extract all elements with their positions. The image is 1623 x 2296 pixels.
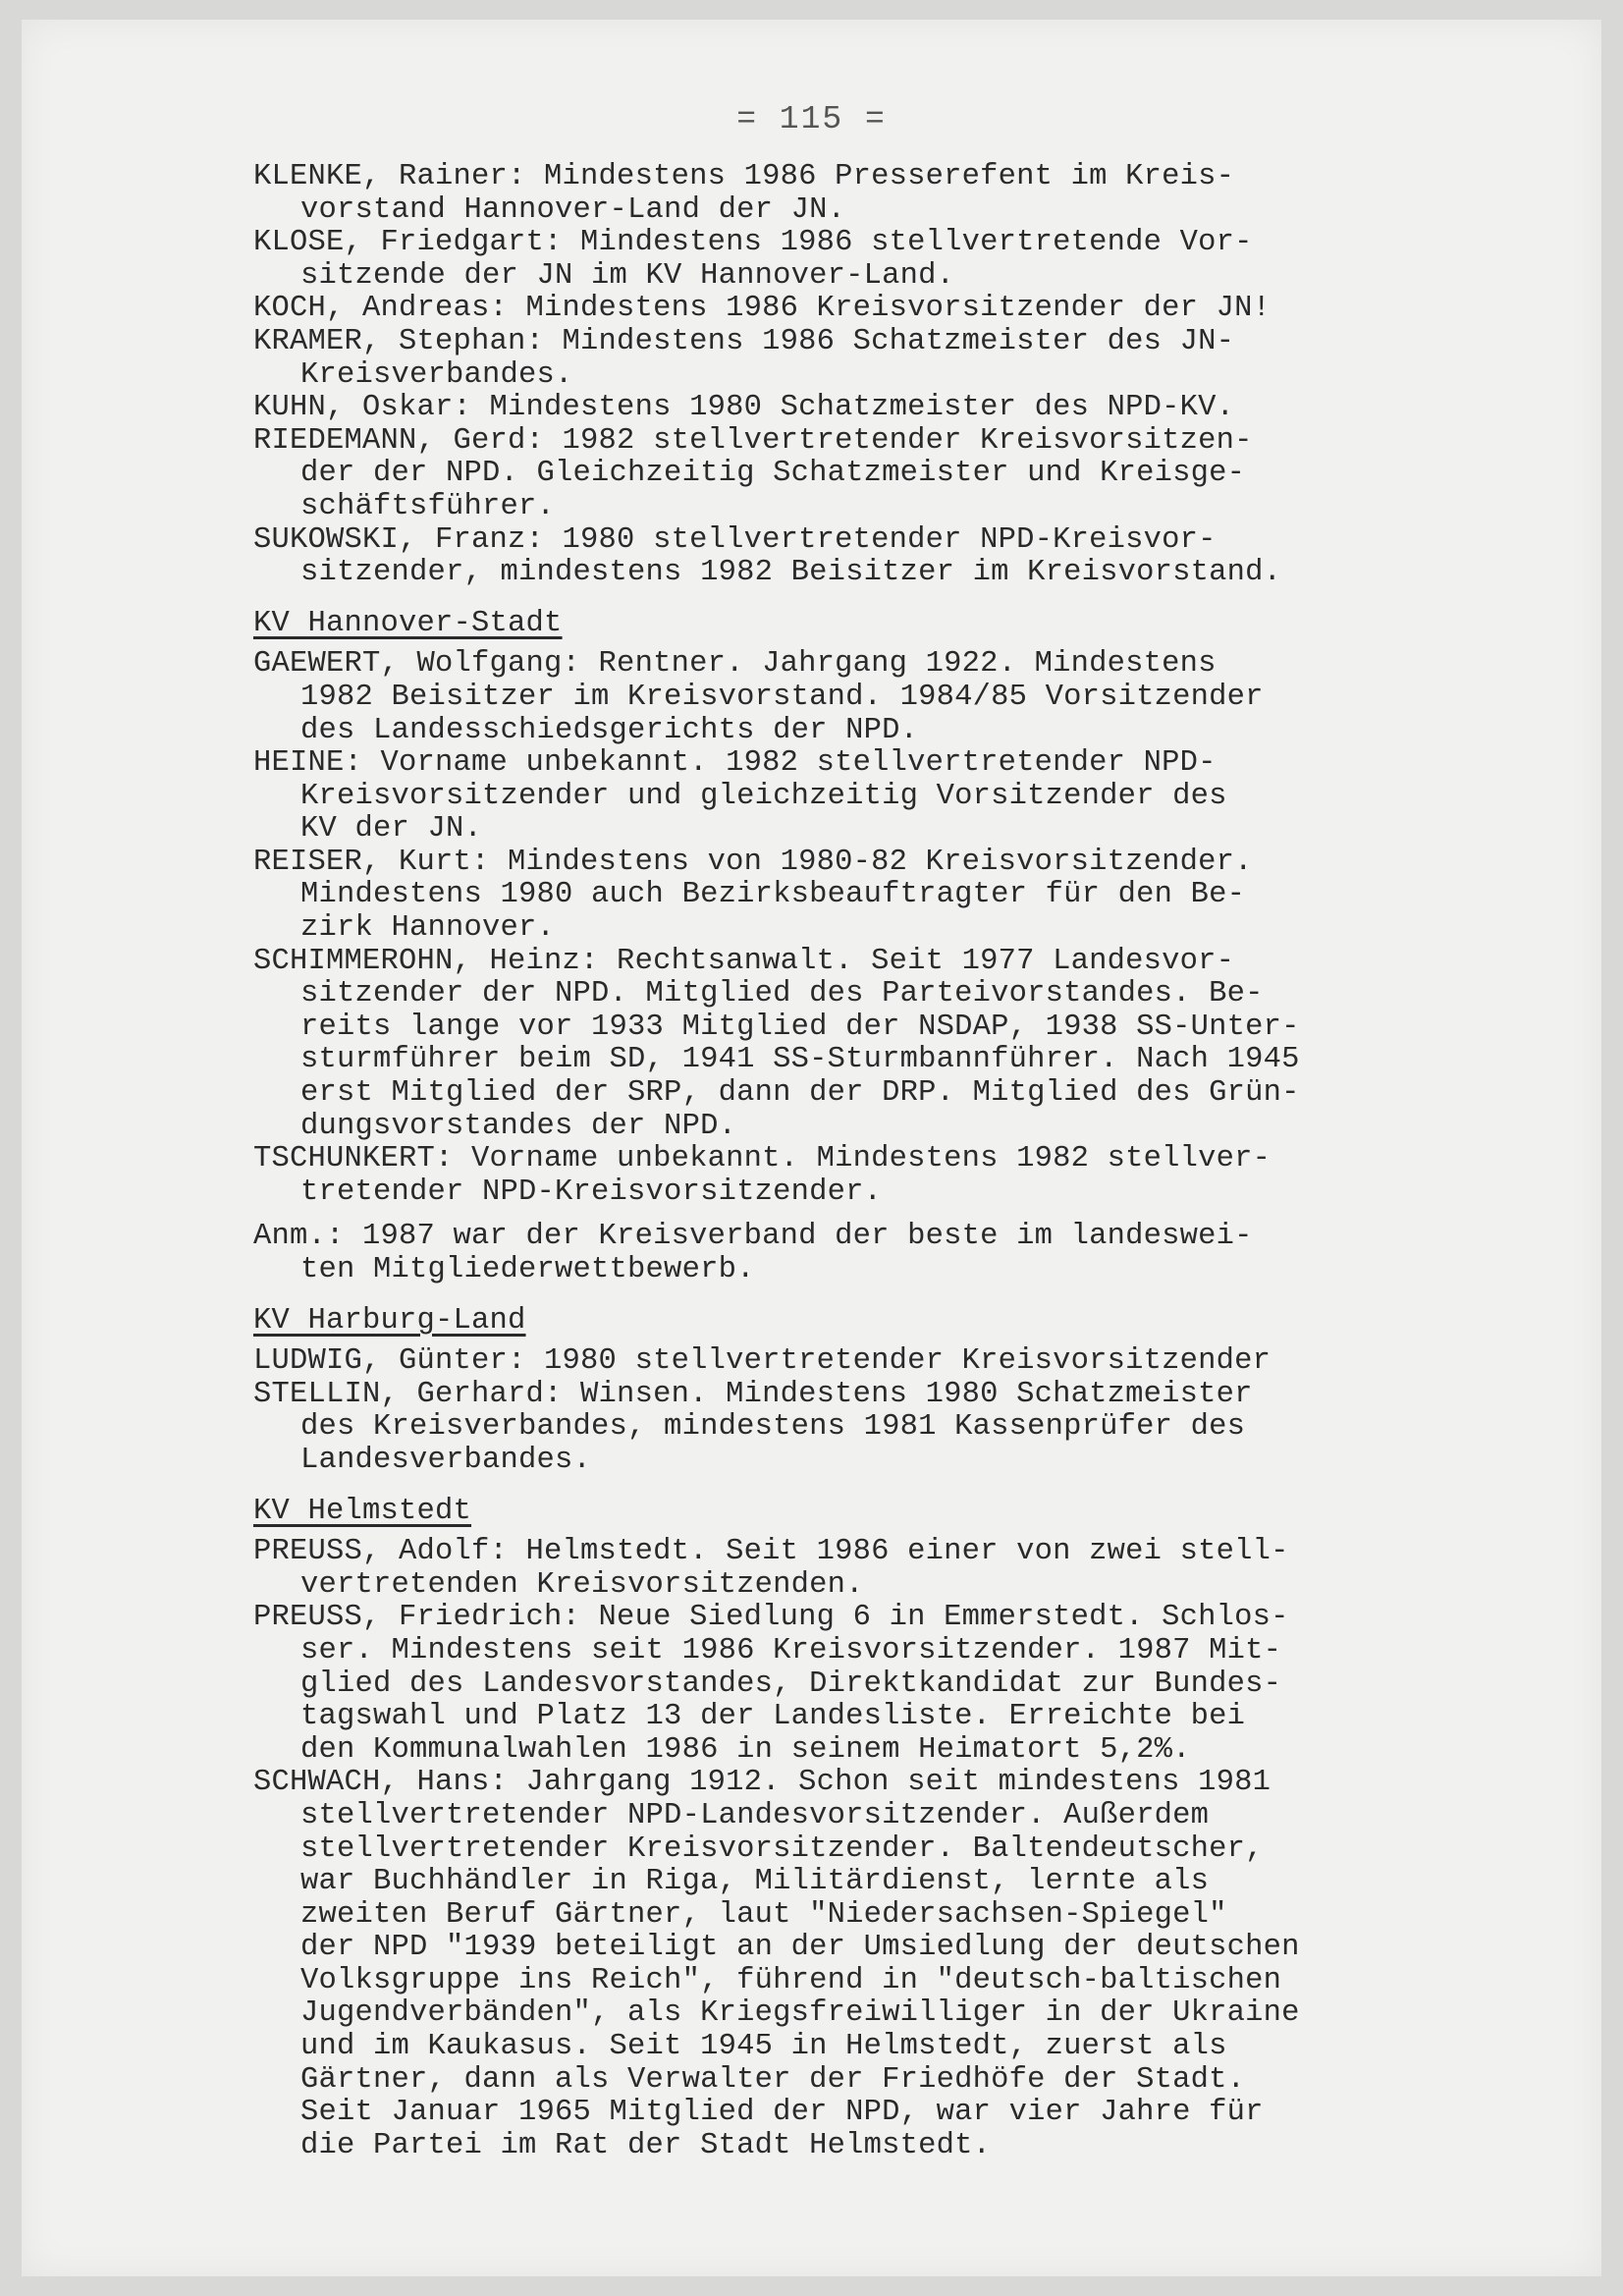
person-entry: [253, 747, 1441, 847]
entry-line: stellvertretender Kreisvorsitzender. Baltendeutscher,: [300, 1831, 1264, 1866]
entry-line: PREUSS, Friedrich: Neue Siedlung 6 in Emmerstedt. Schlos-: [253, 1601, 1289, 1635]
person-entry: [253, 524, 1441, 590]
entry-line: KLENKE, Rainer: Mindestens 1986 Presserefent im Kreis-: [253, 160, 1235, 193]
entry-line: der NPD "1939 beteiligt an der Umsiedlung der deutschen: [300, 1931, 1300, 1965]
person-entry: [253, 425, 1441, 524]
entry-line: sitzende der JN im KV Hannover-Land.: [300, 258, 955, 293]
entry-line: die Partei im Rat der Stadt Helmstedt.: [300, 2128, 992, 2162]
entry-line: der der NPD. Gleichzeitig Schatzmeister und Kreisge-: [300, 457, 1246, 491]
page-number: = 115 =: [736, 101, 887, 137]
person-entry: [253, 326, 1441, 392]
entry-line: erst Mitglied der SRP, dann der DRP. Mitglied des Grün-: [300, 1076, 1300, 1111]
entry-line: Volksgruppe ins Reich", führend in "deutsch-baltischen: [300, 1963, 1282, 1997]
entry-line: KRAMER, Stephan: Mindestens 1986 Schatzmeister des JN-: [253, 324, 1235, 358]
entry-line: sitzender der NPD. Mitglied des Parteivorstandes. Be-: [300, 977, 1264, 1011]
entry-line: KLOSE, Friedgart: Mindestens 1986 stellvertretende Vor-: [253, 226, 1253, 260]
section-hannover-land: [253, 161, 1441, 590]
entry-line: des Kreisverbandes, mindestens 1981 Kassenprüfer des: [300, 1410, 1246, 1445]
section-heading-helmstedt: KV Helmstedt: [253, 1494, 472, 1528]
entry-line: KUHN, Oskar: Mindestens 1980 Schatzmeister des NPD-KV.: [253, 391, 1235, 425]
document-body: [253, 161, 1441, 2162]
entry-line: tagswahl und Platz 13 der Landesliste. Erreichte bei: [300, 1700, 1246, 1734]
section-hannover-stadt: [253, 648, 1441, 1209]
section-heading-harburg-land: KV Harburg-Land: [253, 1303, 526, 1338]
entry-line: stellvertretender NPD-Landesvorsitzender. Außerdem: [300, 1798, 1210, 1832]
entry-line: KV der JN.: [300, 812, 483, 847]
entry-line: Gärtner, dann als Verwalter der Friedhöfe der Stadt.: [300, 2062, 1246, 2097]
entry-line: schäftsführer.: [300, 489, 556, 523]
entry-line: Seit Januar 1965 Mitglied der NPD, war vier Jahre für: [300, 2096, 1264, 2130]
person-entry: [253, 1379, 1441, 1478]
entry-line: Jugendverbänden", als Kriegsfreiwilliger in der Ukraine: [300, 1996, 1300, 2031]
person-entry: [253, 392, 1441, 425]
person-entry: [253, 1345, 1441, 1379]
entry-line: HEINE: Vorname unbekannt. 1982 stellvertretender NPD-: [253, 746, 1217, 781]
entry-line: TSCHUNKERT: Vorname unbekannt. Mindestens 1982 stellver-: [253, 1142, 1271, 1176]
entry-line: zirk Hannover.: [300, 911, 556, 946]
entry-line: und im Kaukasus. Seit 1945 in Helmstedt, zuerst als: [300, 2030, 1227, 2064]
entry-line: ser. Mindestens seit 1986 Kreisvorsitzender. 1987 Mit-: [300, 1633, 1282, 1667]
entry-line: SUKOWSKI, Franz: 1980 stellvertretender NPD-Kreisvor-: [253, 522, 1217, 557]
section-heading-hannover-stadt: KV Hannover-Stadt: [253, 606, 563, 640]
entry-line: reits lange vor 1933 Mitglied der NSDAP, 1938 SS-Unter-: [300, 1010, 1300, 1044]
entry-line: 1982 Beisitzer im Kreisvorstand. 1984/85 Vorsitzender: [300, 680, 1264, 714]
entry-line: vorstand Hannover-Land der JN.: [300, 192, 846, 227]
person-entry: [253, 1602, 1441, 1767]
note-line: ten Mitgliederwettbewerb.: [300, 1253, 755, 1286]
person-entry: [253, 648, 1441, 747]
entry-line: GAEWERT, Wolfgang: Rentner. Jahrgang 1922. Mindestens: [253, 647, 1217, 682]
person-entry: [253, 847, 1441, 946]
entry-line: LUDWIG, Günter: 1980 stellvertretender Kreisvorsitzender: [253, 1344, 1271, 1379]
section-helmstedt: [253, 1536, 1441, 2162]
entry-line: Landesverbandes.: [300, 1443, 592, 1477]
person-entry: [253, 161, 1441, 227]
annotation-note: [253, 1221, 1441, 1286]
person-entry: [253, 946, 1441, 1144]
entry-line: KOCH, Andreas: Mindestens 1986 Kreisvorsitzender der JN!: [253, 292, 1271, 326]
entry-line: SCHWACH, Hans: Jahrgang 1912. Schon seit mindestens 1981: [253, 1766, 1271, 1800]
entry-line: des Landesschiedsgerichts der NPD.: [300, 713, 919, 747]
section-harburg-land: [253, 1345, 1441, 1477]
person-entry: [253, 1767, 1441, 2162]
entry-line: SCHIMMEROHN, Heinz: Rechtsanwalt. Seit 1977 Landesvor-: [253, 944, 1235, 978]
entry-line: RIEDEMANN, Gerd: 1982 stellvertretender Kreisvorsitzen-: [253, 423, 1253, 458]
entry-line: vertretenden Kreisvorsitzenden.: [300, 1567, 864, 1602]
entry-line: war Buchhändler in Riga, Militärdienst, lernte als: [300, 1865, 1210, 1899]
note-line: Anm.: 1987 war der Kreisverband der beste im landeswei-: [253, 1220, 1253, 1254]
entry-line: REISER, Kurt: Mindestens von 1980-82 Kreisvorsitzender.: [253, 845, 1253, 879]
entry-line: STELLIN, Gerhard: Winsen. Mindestens 1980 Schatzmeister: [253, 1377, 1253, 1411]
entry-line: tretender NPD-Kreisvorsitzender.: [300, 1175, 883, 1209]
entry-line: sitzender, mindestens 1982 Beisitzer im Kreisvorstand.: [300, 556, 1282, 590]
person-entry: [253, 227, 1441, 293]
entry-line: zweiten Beruf Gärtner, laut "Niedersachsen-Spiegel": [300, 1897, 1227, 1932]
person-entry: [253, 1143, 1441, 1209]
entry-line: PREUSS, Adolf: Helmstedt. Seit 1986 einer von zwei stell-: [253, 1535, 1289, 1569]
entry-line: glied des Landesvorstandes, Direktkandidat zur Bundes-: [300, 1667, 1282, 1701]
entry-line: Kreisverbandes.: [300, 357, 573, 392]
entry-line: sturmführer beim SD, 1941 SS-Sturmbannführer. Nach 1945: [300, 1043, 1300, 1077]
entry-line: dungsvorstandes der NPD.: [300, 1109, 737, 1143]
person-entry: [253, 293, 1441, 326]
entry-line: Kreisvorsitzender und gleichzeitig Vorsitzender des: [300, 779, 1227, 813]
entry-line: Mindestens 1980 auch Bezirksbeauftragter für den Be-: [300, 878, 1246, 912]
person-entry: [253, 1536, 1441, 1602]
entry-line: den Kommunalwahlen 1986 in seinem Heimatort 5,2%.: [300, 1732, 1191, 1767]
